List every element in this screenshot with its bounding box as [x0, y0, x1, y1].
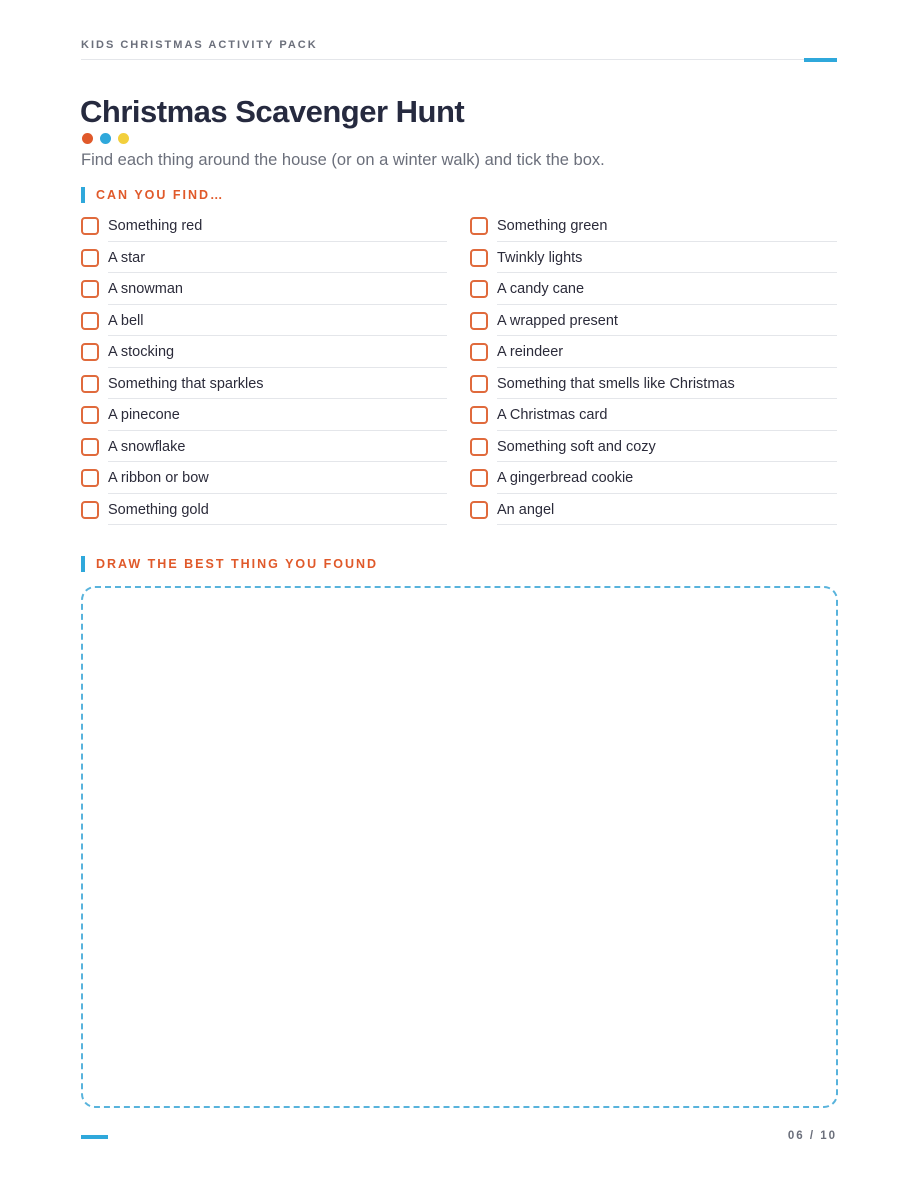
dot-icon: [82, 133, 93, 144]
checklist-item-label: Something that smells like Christmas: [497, 375, 735, 392]
checklist-item: [470, 462, 837, 494]
checklist-item-label: An angel: [497, 501, 555, 518]
row-divider: [497, 524, 837, 525]
header-divider: [81, 59, 837, 60]
checklist-item-label: Something gold: [108, 501, 209, 518]
checkbox[interactable]: [81, 280, 99, 298]
checkbox[interactable]: [81, 406, 99, 424]
checkbox[interactable]: [470, 501, 488, 519]
section-heading-find: [81, 187, 225, 203]
checkbox[interactable]: [470, 343, 488, 361]
checklist-item-label: A star: [108, 249, 146, 266]
checkbox[interactable]: [81, 438, 99, 456]
checklist-item: [81, 494, 447, 526]
checklist-item: [81, 242, 447, 274]
row-divider: [108, 524, 447, 525]
checkbox[interactable]: [470, 280, 488, 298]
checklist-item: [470, 399, 837, 431]
checklist-item: [81, 305, 447, 337]
checklist-item: [81, 368, 447, 400]
checkbox[interactable]: [470, 438, 488, 456]
checkbox[interactable]: [81, 343, 99, 361]
checklist-item: [470, 242, 837, 274]
checkbox[interactable]: [470, 469, 488, 487]
page-number: 06 / 10: [787, 1130, 837, 1142]
checklist-item: [81, 273, 447, 305]
checklist-item: [81, 399, 447, 431]
checkbox[interactable]: [81, 249, 99, 267]
checklist-item: [470, 273, 837, 305]
checkbox[interactable]: [470, 249, 488, 267]
checklist-item: [81, 336, 447, 368]
checklist-item: [470, 336, 837, 368]
checkbox[interactable]: [81, 217, 99, 235]
checklist-item: [470, 368, 837, 400]
decor-dots: [82, 133, 129, 144]
checklist-item-label: A stocking: [108, 344, 175, 360]
footer-accent-bar: [81, 1135, 108, 1139]
checkbox[interactable]: [470, 312, 488, 330]
checklist-left-column: [81, 210, 447, 525]
checkbox[interactable]: [81, 375, 99, 393]
checklist-item-label: A snowman: [108, 281, 183, 297]
section-marker: [81, 187, 85, 203]
header-accent-bar: [804, 58, 837, 62]
checkbox[interactable]: [470, 217, 488, 235]
checklist-item: [470, 431, 837, 463]
checklist-item-label: A wrapped present: [497, 312, 618, 329]
checklist-item-label: A Christmas card: [497, 407, 608, 423]
section-heading-draw: [81, 556, 378, 572]
checklist-item: [81, 431, 447, 463]
checklist-item-label: A candy cane: [497, 281, 585, 297]
checklist-item-label: A snowflake: [108, 438, 186, 455]
section-marker: [81, 556, 85, 572]
dot-icon: [100, 133, 111, 144]
checklist-item-label: A bell: [108, 312, 144, 329]
section-title: DRAW THE BEST THING YOU FOUND: [96, 557, 379, 571]
checklist-item: [470, 494, 837, 526]
section-title: CAN YOU FIND…: [96, 188, 225, 202]
checklist-right-column: [470, 210, 837, 525]
checklist-item: [81, 462, 447, 494]
checklist-item-label: Something red: [108, 218, 203, 234]
checklist-item-label: A ribbon or bow: [108, 470, 209, 486]
checklist-item-label: Something soft and cozy: [497, 438, 656, 455]
checklist-item: [470, 305, 837, 337]
checkbox[interactable]: [470, 375, 488, 393]
checkbox[interactable]: [81, 469, 99, 487]
checklist-item-label: A gingerbread cookie: [497, 470, 634, 486]
checklist-item: [81, 210, 447, 242]
checklist-item-label: Twinkly lights: [497, 249, 583, 266]
dot-icon: [118, 133, 129, 144]
checklist-item-label: A pinecone: [108, 407, 180, 423]
drawing-area[interactable]: [81, 586, 838, 1108]
checkbox[interactable]: [470, 406, 488, 424]
page-title: Christmas Scavenger Hunt: [80, 94, 465, 129]
checklist-item-label: Something green: [497, 218, 608, 234]
instructions: Find each thing around the house (or on a winter walk) and tick the box.: [81, 151, 605, 169]
checklist-item: [470, 210, 837, 242]
pack-label: KIDS CHRISTMAS ACTIVITY PACK: [81, 39, 318, 51]
checklist-item-label: A reindeer: [497, 344, 564, 360]
checklist-item-label: Something that sparkles: [108, 375, 264, 392]
checkbox[interactable]: [81, 501, 99, 519]
checkbox[interactable]: [81, 312, 99, 330]
